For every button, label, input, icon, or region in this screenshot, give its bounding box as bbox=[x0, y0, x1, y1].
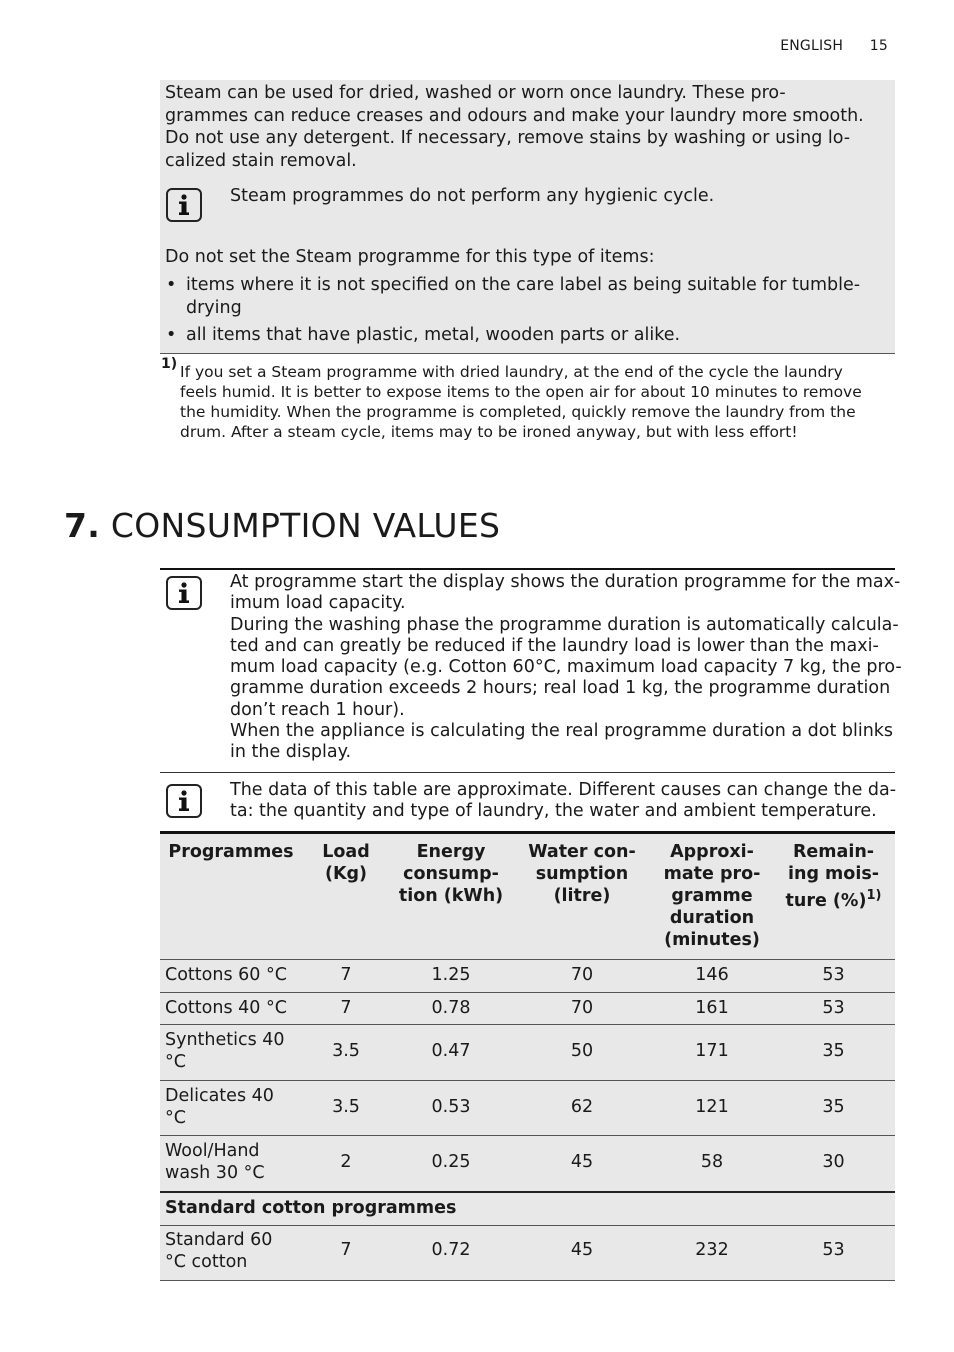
info-block-2-top-rule bbox=[160, 772, 895, 773]
header-line: (minutes) bbox=[664, 930, 760, 950]
section-heading bbox=[64, 506, 500, 545]
programme-line: Cottons 60 °C bbox=[165, 965, 287, 985]
header-line: (Kg) bbox=[324, 864, 368, 884]
footnote-ref: 1) bbox=[866, 888, 882, 903]
bullet-line: drying bbox=[186, 297, 242, 318]
cell-water: 45 bbox=[570, 1240, 594, 1260]
cell-energy: 0.47 bbox=[431, 1041, 471, 1061]
programme-line: °C bbox=[165, 1052, 186, 1072]
header-line: Approxi- bbox=[670, 842, 754, 862]
programme-line: Wool/Hand bbox=[165, 1141, 260, 1161]
programme-line: Delicates 40 bbox=[165, 1086, 274, 1106]
footnote-line: drum. After a steam cycle, items may to be ironed anyway, but with less effort! bbox=[180, 423, 798, 441]
cell-water: 70 bbox=[570, 965, 594, 985]
info-line: gramme duration exceeds 2 hours; real load 1 kg, the programme duration bbox=[230, 678, 891, 699]
cell-programme bbox=[165, 1085, 302, 1129]
info-line: imum load capacity. bbox=[230, 593, 406, 614]
section-number: 7. bbox=[64, 506, 101, 545]
cell-duration: 58 bbox=[700, 1152, 724, 1172]
table-row bbox=[160, 959, 895, 993]
cell-duration: 171 bbox=[695, 1041, 729, 1061]
header-cell-energy bbox=[390, 841, 512, 907]
footnote-line: If you set a Steam programme with dried laundry, at the end of the cycle the laundry bbox=[180, 363, 843, 381]
bullet-dot: • bbox=[166, 275, 177, 295]
cell-moisture: 53 bbox=[822, 998, 845, 1018]
steam-paragraph-line: calized stain removal. bbox=[165, 150, 357, 171]
cell-moisture: 53 bbox=[822, 1240, 845, 1260]
cell-energy: 0.72 bbox=[431, 1240, 471, 1260]
header-cell-water bbox=[512, 841, 652, 907]
header-line: duration bbox=[669, 908, 755, 928]
steam-intro: Do not set the Steam programme for this type of items: bbox=[165, 247, 655, 267]
info-block-1-text bbox=[230, 572, 902, 764]
footnote-line: the humidity. When the programme is completed, quickly remove the laundry from the bbox=[180, 403, 856, 421]
cell-programme bbox=[165, 964, 302, 986]
cell-moisture: 53 bbox=[822, 965, 845, 985]
page-header bbox=[758, 38, 888, 54]
info-line: At programme start the display shows the duration programme for the max- bbox=[230, 572, 901, 592]
header-line: Programmes bbox=[168, 842, 294, 862]
header-line bbox=[772, 885, 895, 912]
cell-energy: 0.25 bbox=[431, 1152, 471, 1172]
header-cell-moisture bbox=[772, 841, 895, 912]
cell-moisture: 35 bbox=[822, 1041, 845, 1061]
cell-load: 7 bbox=[340, 998, 352, 1018]
cell-programme bbox=[165, 997, 302, 1019]
table-row bbox=[160, 1024, 895, 1081]
info-icon bbox=[166, 784, 202, 818]
info-line: mum load capacity (e.g. Cotton 60°C, maximum load capacity 7 kg, the pro- bbox=[230, 657, 902, 678]
cell-duration: 121 bbox=[695, 1097, 729, 1117]
cell-energy: 0.78 bbox=[431, 998, 471, 1018]
programme-line: °C cotton bbox=[165, 1252, 248, 1272]
cell-load: 2 bbox=[340, 1152, 352, 1172]
header-cell-load bbox=[302, 841, 390, 885]
header-line: Energy bbox=[416, 842, 486, 862]
group-label: Standard cotton programmes bbox=[165, 1198, 457, 1218]
footnote-line: feels humid. It is better to expose items to the open air for about 10 minutes to remove bbox=[180, 383, 862, 401]
header-line-text: ture (%) bbox=[785, 890, 867, 911]
info-line: in the display. bbox=[230, 742, 352, 763]
cell-duration: 146 bbox=[695, 965, 729, 985]
cell-programme bbox=[165, 1029, 302, 1073]
steam-paragraph-line: Do not use any detergent. If necessary, remove stains by washing or using lo- bbox=[165, 128, 851, 148]
steam-paragraph-line: Steam can be used for dried, washed or worn once laundry. These pro- bbox=[165, 83, 786, 103]
info-line: ta: the quantity and type of laundry, the water and ambient temperature. bbox=[230, 801, 877, 822]
cell-load: 7 bbox=[340, 965, 352, 985]
cell-duration: 161 bbox=[695, 998, 729, 1018]
cell-moisture: 30 bbox=[822, 1152, 845, 1172]
table-row bbox=[160, 992, 895, 1025]
footnote-marker: 1) bbox=[161, 356, 178, 372]
header-line: Water con- bbox=[528, 842, 636, 862]
table-header-row bbox=[160, 834, 895, 960]
info-icon bbox=[166, 188, 202, 222]
cell-moisture: 35 bbox=[822, 1097, 845, 1117]
header-line: gramme bbox=[671, 886, 753, 906]
bullet-line: items where it is not specified on the care label as being suitable for tumble- bbox=[186, 275, 861, 295]
header-cell-programmes bbox=[160, 841, 302, 863]
cell-water: 62 bbox=[570, 1097, 594, 1117]
header-line: tion (kWh) bbox=[398, 886, 504, 906]
programme-line: wash 30 °C bbox=[165, 1163, 265, 1183]
info-block-top-rule bbox=[160, 568, 895, 570]
cell-programme bbox=[165, 1140, 302, 1184]
cell-energy: 0.53 bbox=[431, 1097, 471, 1117]
bullet-dot: • bbox=[166, 325, 177, 345]
programme-line: Synthetics 40 bbox=[165, 1030, 285, 1050]
section-title: CONSUMPTION VALUES bbox=[110, 506, 501, 545]
info-line: don’t reach 1 hour). bbox=[230, 699, 405, 720]
header-line: Load bbox=[322, 842, 370, 862]
bullet-line: all items that have plastic, metal, wooden parts or alike. bbox=[186, 325, 681, 345]
header-cell-duration bbox=[652, 841, 772, 951]
header-language: ENGLISH bbox=[780, 38, 844, 54]
steam-paragraph bbox=[165, 82, 864, 172]
programme-line: Cottons 40 °C bbox=[165, 998, 287, 1018]
cell-water: 70 bbox=[570, 998, 594, 1018]
header-line: sumption bbox=[535, 864, 629, 884]
cell-water: 50 bbox=[570, 1041, 594, 1061]
consumption-table bbox=[160, 834, 895, 1281]
info-line: During the washing phase the programme duration is automatically calcula- bbox=[230, 614, 899, 635]
bullet-item bbox=[186, 324, 680, 347]
header-line: ing mois- bbox=[787, 864, 879, 884]
header-line: (litre) bbox=[553, 886, 611, 906]
programme-line: Standard 60 bbox=[165, 1230, 273, 1250]
steam-info-note: Steam programmes do not perform any hygienic cycle. bbox=[230, 186, 715, 206]
table-row bbox=[160, 1225, 895, 1281]
header-line: consump- bbox=[403, 864, 499, 884]
cell-load: 3.5 bbox=[332, 1041, 360, 1061]
info-icon bbox=[166, 576, 202, 610]
cell-load: 7 bbox=[340, 1240, 352, 1260]
programme-line: °C bbox=[165, 1108, 186, 1128]
cell-water: 45 bbox=[570, 1152, 594, 1172]
info-line: The data of this table are approximate. Different causes can change the da- bbox=[230, 780, 897, 800]
header-line: mate pro- bbox=[663, 864, 761, 884]
table-group-row bbox=[160, 1193, 895, 1226]
info-line: ted and can greatly be reduced if the laundry load is lower than the maxi- bbox=[230, 635, 879, 656]
cell-energy: 1.25 bbox=[431, 965, 471, 985]
header-page-number: 15 bbox=[869, 38, 888, 54]
footnote-text bbox=[180, 362, 862, 442]
cell-programme bbox=[165, 1229, 302, 1273]
bullet-item bbox=[186, 274, 860, 319]
header-line: Remain- bbox=[792, 842, 875, 862]
info-block-2-text bbox=[230, 780, 896, 823]
table-row bbox=[160, 1135, 895, 1193]
table-row bbox=[160, 1080, 895, 1136]
cell-duration: 232 bbox=[695, 1240, 729, 1260]
cell-load: 3.5 bbox=[332, 1097, 360, 1117]
steam-paragraph-line: grammes can reduce creases and odours and make your laundry more smooth. bbox=[165, 105, 864, 126]
info-line: When the appliance is calculating the real programme duration a dot blinks bbox=[230, 721, 894, 742]
